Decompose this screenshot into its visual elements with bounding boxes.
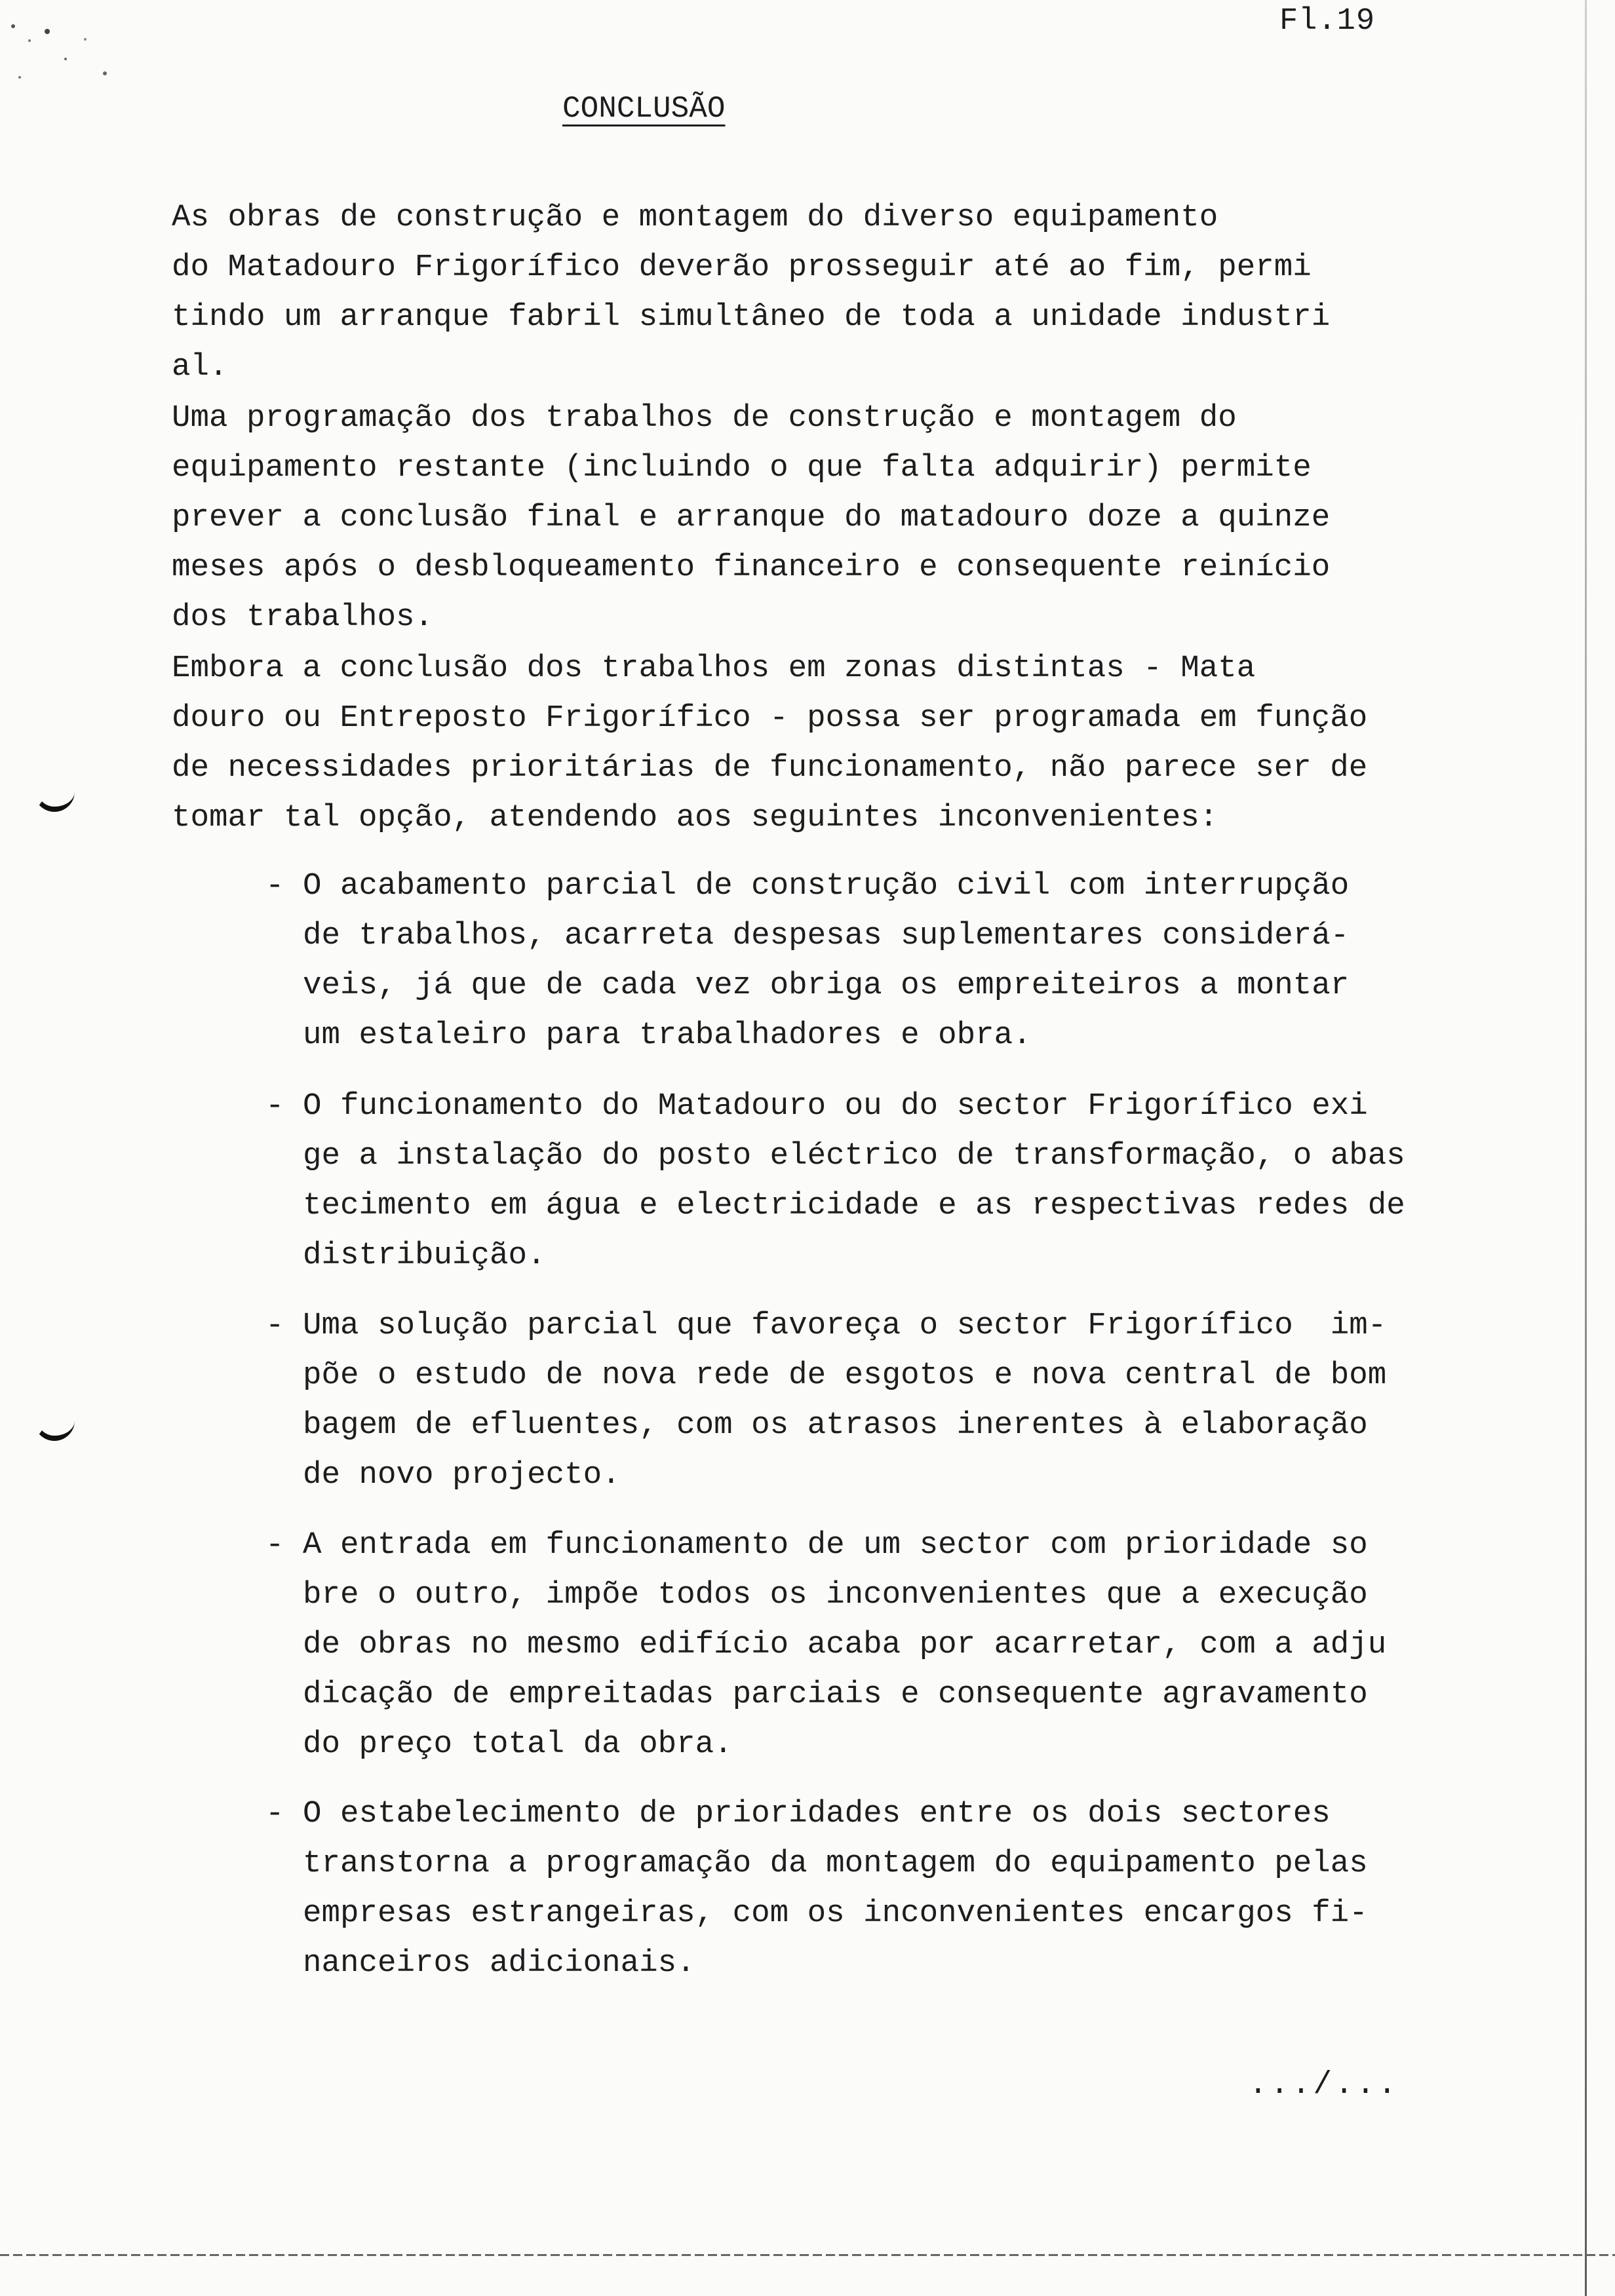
text-line: de trabalhos, acarreta despesas suplementares considerá- [265, 918, 1350, 953]
list-item [265, 861, 1511, 1060]
text-line: põe o estudo de nova rede de esgotos e nova central de bom [265, 1358, 1387, 1393]
text-line: - O estabelecimento de prioridades entre os dois sectores [265, 1796, 1331, 1831]
list-item [265, 1301, 1511, 1500]
page-number: Fl.19 [1279, 4, 1376, 39]
scan-edge-bottom [0, 2254, 1615, 2256]
text-line: tomar tal opção, atendendo aos seguintes inconvenientes: [172, 800, 1218, 835]
punch-hole-mark [34, 770, 75, 812]
scan-edge-right [1585, 0, 1587, 2296]
section-title: CONCLUSÃO [562, 92, 726, 126]
text-line: - Uma solução parcial que favoreça o sector Frigorífico im- [265, 1308, 1387, 1343]
list-item [265, 1081, 1511, 1280]
paragraph-3 [172, 643, 1483, 843]
text-line: - A entrada em funcionamento de um sector com prioridade so [265, 1527, 1368, 1563]
text-line: tecimento em água e electricidade e as respectivas redes de [265, 1188, 1405, 1223]
scan-specks [0, 0, 170, 105]
text-line: Uma programação dos trabalhos de construção e montagem do [172, 400, 1237, 436]
text-line: do Matadouro Frigorífico deverão prosseguir até ao fim, permi [172, 250, 1312, 285]
text-line: al. [172, 349, 228, 385]
text-line: empresas estrangeiras, com os inconvenientes encargos fi- [265, 1896, 1368, 1931]
list-item [265, 1520, 1511, 1769]
paragraph-1 [172, 193, 1483, 392]
text-line: do preço total da obra. [265, 1727, 733, 1762]
text-line: dos trabalhos. [172, 600, 434, 635]
text-line: ge a instalação do posto eléctrico de transformação, o abas [265, 1138, 1405, 1174]
text-line: meses após o desbloqueamento financeiro e consequente reinício [172, 550, 1331, 585]
continuation-mark: .../... [1249, 2067, 1399, 2103]
text-line: Embora a conclusão dos trabalhos em zonas distintas - Mata [172, 651, 1256, 686]
text-line: prever a conclusão final e arranque do matadouro doze a quinze [172, 500, 1331, 535]
text-line: - O funcionamento do Matadouro ou do sector Frigorífico exi [265, 1088, 1368, 1124]
paragraph-2 [172, 393, 1483, 642]
text-line: douro ou Entreposto Frigorífico - possa ser programada em função [172, 700, 1368, 736]
text-line: um estaleiro para trabalhadores e obra. [265, 1018, 1032, 1053]
text-line: de necessidades prioritárias de funcionamento, não parece ser de [172, 750, 1368, 786]
text-line: equipamento restante (incluindo o que falta adquirir) permite [172, 450, 1312, 486]
text-line: As obras de construção e montagem do diverso equipamento [172, 200, 1218, 235]
text-line: tindo um arranque fabril simultâneo de toda a unidade industri [172, 299, 1331, 335]
text-line: bagem de efluentes, com os atrasos inerentes à elaboração [265, 1407, 1368, 1443]
punch-hole-mark [34, 1399, 75, 1441]
text-line: nanceiros adicionais. [265, 1945, 695, 1981]
text-line: de obras no mesmo edifício acaba por acarretar, com a adju [265, 1627, 1387, 1662]
text-line: de novo projecto. [265, 1457, 621, 1493]
text-line: - O acabamento parcial de construção civil com interrupção [265, 868, 1350, 904]
text-line: veis, já que de cada vez obriga os empreiteiros a montar [265, 968, 1350, 1003]
text-line: distribuição. [265, 1238, 546, 1273]
list-item [265, 1789, 1511, 1988]
text-line: transtorna a programação da montagem do equipamento pelas [265, 1846, 1368, 1881]
text-line: bre o outro, impõe todos os inconvenientes que a execução [265, 1577, 1368, 1613]
text-line: dicação de empreitadas parciais e consequente agravamento [265, 1677, 1368, 1712]
